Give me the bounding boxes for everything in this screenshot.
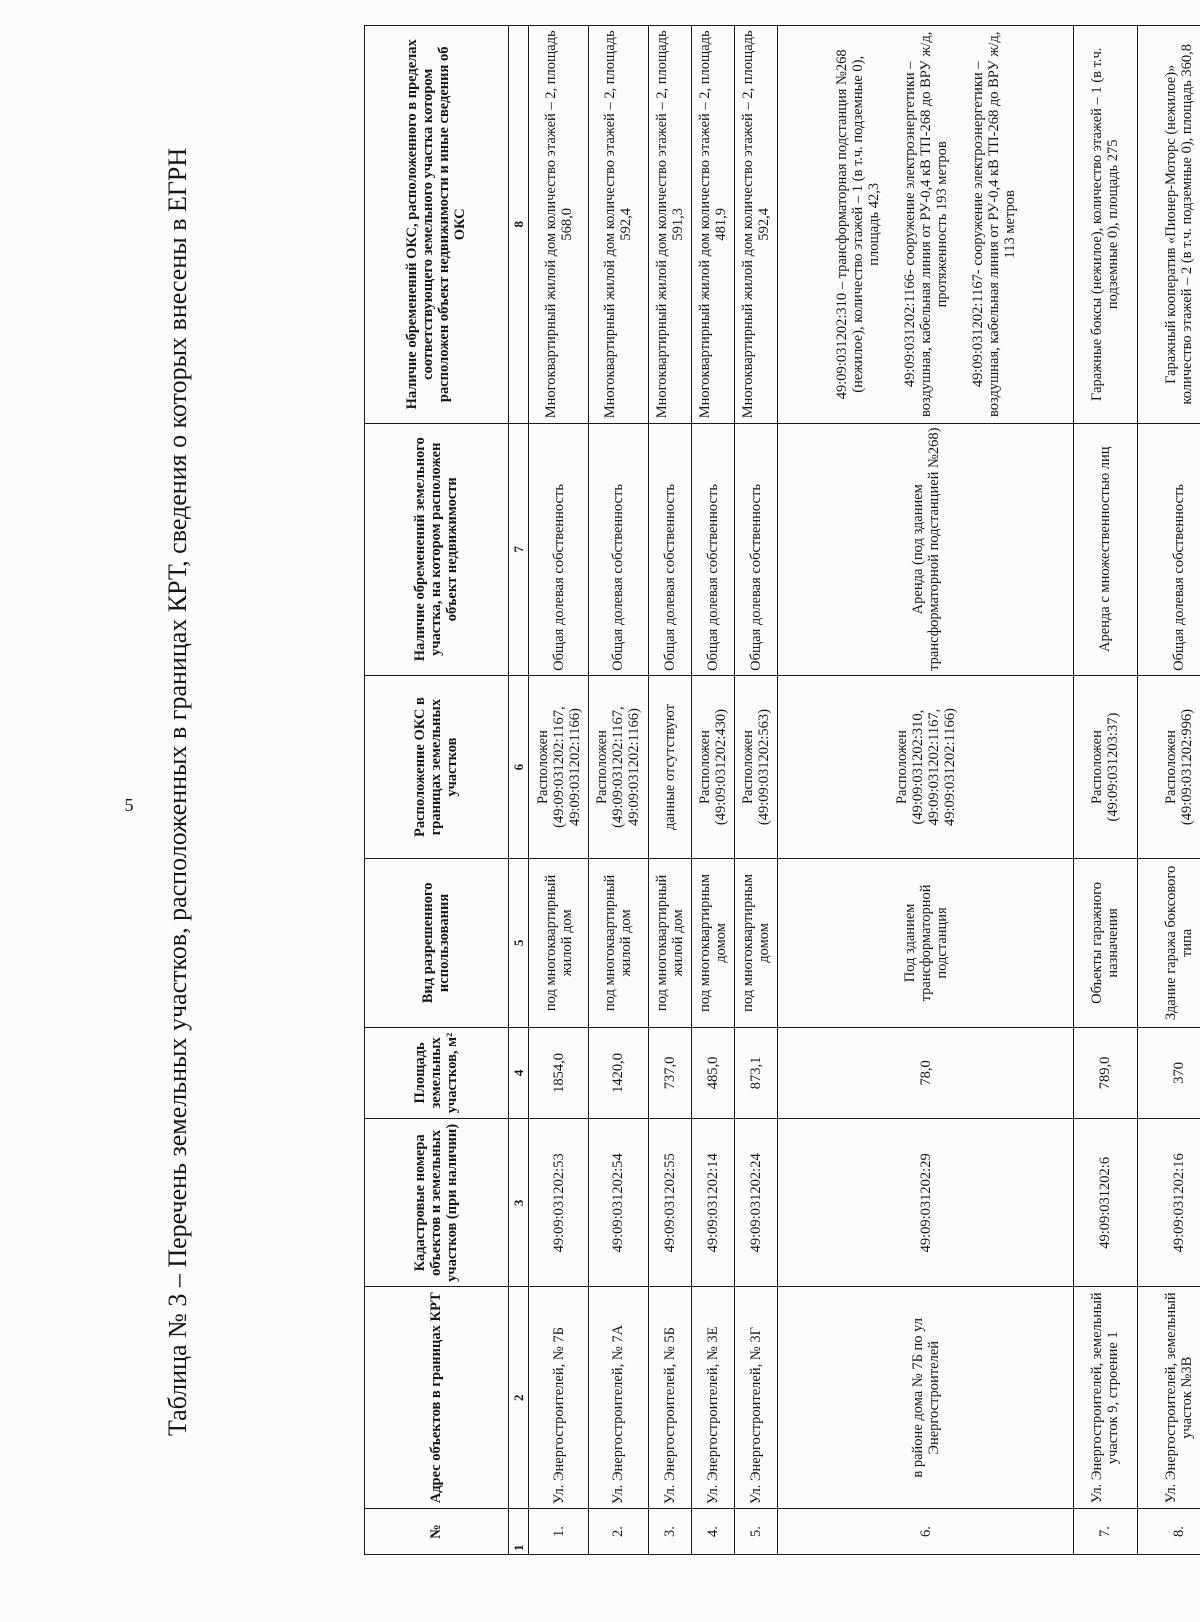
header-cell: Наличие обременений ОКС, расположенного в пределах соответствующего земельного участка котором расположен объект недвижимости и иные сведения об ОКС: [365, 26, 509, 424]
page-number: 5: [124, 795, 134, 815]
land-encumbrance-cell: Общая долевая собственность: [589, 423, 649, 675]
cadastral-cell: 49:09:031202:24: [734, 1119, 777, 1287]
area-cell: 78,0: [778, 1027, 1074, 1119]
oks-entry: 49:09:031202:310 – трансформаторная подстанция №268 (нежилое), количество этажей – 1 (в т.ч. подземные 0), площадь 42,3: [833, 49, 882, 400]
row-number: 1.: [529, 1509, 589, 1555]
location-line: Расположен: [739, 730, 756, 805]
table-row: [1074, 26, 1138, 1555]
cadastral-cell: 49:09:031202:6: [1074, 1119, 1138, 1287]
oks-entry: Многоквартирный жилой дом количество этажей – 2, площадь 592,4: [602, 30, 635, 419]
parcels-table: [364, 25, 1200, 1555]
column-number: 3: [508, 1119, 529, 1287]
header-cell: Кадастровые номера объектов и земельных участков (при наличии): [365, 1119, 509, 1287]
table-row: [691, 26, 734, 1555]
oks-cell: [589, 26, 649, 424]
use-cell: Объекты гаражного назначения: [1074, 859, 1138, 1027]
row-number: 6.: [778, 1509, 1074, 1555]
oks-cell: [529, 26, 589, 424]
location-line: (49:09:031202:563): [755, 709, 772, 826]
row-number: 8.: [1137, 1509, 1200, 1555]
address-cell: Ул. Энергостроителей, № 5Б: [648, 1287, 691, 1509]
cadastral-cell: 49:09:031202:29: [778, 1119, 1074, 1287]
oks-entry: Многоквартирный жилой дом количество этажей – 2, площадь 591,3: [653, 30, 686, 419]
table-row: [778, 26, 1074, 1555]
location-line: 49:09:031202:1166): [941, 708, 958, 827]
location-line: (49:09:031203:37): [1105, 712, 1122, 822]
land-encumbrance-cell: Общая долевая собственность: [648, 423, 691, 675]
location-line: Расположен: [1163, 730, 1180, 805]
land-encumbrance-cell: Общая долевая собственность: [1137, 423, 1200, 675]
oks-entry: 49:09:031202:1167- сооружение электроэнергетики –воздушная, кабельная линия от РУ-0,4 кВ ТП-268 до ВРУ ж/д, 113 метров: [969, 31, 1018, 417]
oks-entry: Многоквартирный жилой дом количество этажей – 2, площадь 568,0: [542, 30, 575, 419]
location-line: (49:09:031202:1167,: [550, 706, 567, 828]
table-row: [1137, 26, 1200, 1555]
cadastral-cell: 49:09:031202:53: [529, 1119, 589, 1287]
use-cell: под многоквартирный жилой дом: [589, 859, 649, 1027]
parcels-table-wrapper: [364, 25, 1200, 1555]
location-line: Расположен: [594, 730, 611, 805]
oks-cell: [1137, 26, 1200, 424]
oks-cell: [691, 26, 734, 424]
column-number: 6: [508, 675, 529, 858]
oks-cell: [648, 26, 691, 424]
spacer: [950, 30, 970, 419]
location-line: (49:09:031202:310,: [909, 709, 926, 825]
row-number: 7.: [1074, 1509, 1138, 1555]
address-cell: Ул. Энергостроителей, земельный участок 9, строение 1: [1074, 1287, 1138, 1509]
column-number: 7: [508, 423, 529, 675]
column-number: 4: [508, 1027, 529, 1119]
column-number: 1: [508, 1509, 529, 1555]
land-encumbrance-cell: Аренда с множественностью лиц: [1074, 423, 1138, 675]
location-line: Расположен: [1089, 730, 1106, 805]
area-cell: 737,0: [648, 1027, 691, 1119]
area-cell: 485,0: [691, 1027, 734, 1119]
use-cell: под многоквартирным домом: [734, 859, 777, 1027]
use-cell: Под зданием трансформаторной подстанция: [778, 859, 1074, 1027]
location-cell: [778, 675, 1074, 858]
table-row: [648, 26, 691, 1555]
location-line: 49:09:031202:1166): [626, 708, 643, 827]
header-cell: Вид разрешенного использования: [365, 859, 509, 1027]
area-cell: 1420,0: [589, 1027, 649, 1119]
column-number: 2: [508, 1287, 529, 1509]
use-cell: Здание гаража боксового типа: [1137, 859, 1200, 1027]
location-line: Расположен: [893, 730, 910, 805]
location-cell: [1074, 675, 1138, 858]
use-cell: под многоквартирный жилой дом: [529, 859, 589, 1027]
cadastral-cell: 49:09:031202:55: [648, 1119, 691, 1287]
table-row: [734, 26, 777, 1555]
address-cell: Ул. Энергостроителей, № 7Б: [529, 1287, 589, 1509]
oks-cell: [1074, 26, 1138, 424]
location-cell: [691, 675, 734, 858]
address-cell: Ул. Энергостроителей, земельный участок №3В: [1137, 1287, 1200, 1509]
header-cell: Расположение ОКС в границах земельных участков: [365, 675, 509, 858]
area-cell: 789,0: [1074, 1027, 1138, 1119]
oks-entry: Многоквартирный жилой дом количество этажей – 2, площадь 592,4: [739, 30, 772, 419]
location-cell: [1137, 675, 1200, 858]
land-encumbrance-cell: Общая долевая собственность: [529, 423, 589, 675]
header-cell: Наличие обременений земельного участка, на котором расположен объект недвижимости: [365, 423, 509, 675]
area-cell: 1854,0: [529, 1027, 589, 1119]
location-line: 49:09:031202:1166): [566, 708, 583, 827]
spacer: [882, 30, 902, 419]
table-row: [589, 26, 649, 1555]
location-line: Расположен: [696, 730, 713, 805]
address-cell: Ул. Энергостроителей, № 3Е: [691, 1287, 734, 1509]
location-cell: [589, 675, 649, 858]
land-encumbrance-cell: Общая долевая собственность: [691, 423, 734, 675]
header-cell: №: [365, 1509, 509, 1555]
cadastral-cell: 49:09:031202:16: [1137, 1119, 1200, 1287]
column-number-row: [508, 26, 529, 1555]
use-cell: под многоквартирный жилой дом: [648, 859, 691, 1027]
location-cell: [529, 675, 589, 858]
location-cell: [734, 675, 777, 858]
area-cell: 370: [1137, 1027, 1200, 1119]
oks-cell: [734, 26, 777, 424]
use-cell: под многоквартирным домом: [691, 859, 734, 1027]
row-number: 5.: [734, 1509, 777, 1555]
location-line: (49:09:031202:430): [712, 709, 729, 826]
address-cell: Ул. Энергостроителей, № 3Г: [734, 1287, 777, 1509]
location-line: 49:09:031202:1167,: [925, 708, 942, 826]
location-cell: [648, 675, 691, 858]
land-encumbrance-cell: Общая долевая собственность: [734, 423, 777, 675]
column-number: 5: [508, 859, 529, 1027]
row-number: 3.: [648, 1509, 691, 1555]
address-cell: Ул. Энергостроителей, № 7А: [589, 1287, 649, 1509]
location-line: Расположен: [534, 730, 551, 805]
location-line: (49:09:031202:1167,: [610, 706, 627, 828]
oks-entry: 49:09:031202:1166- сооружение электроэнергетики –воздушная, кабельная линия от РУ-0,4 кВ ТП-268 до ВРУ ж/д, протяженность 193 метров: [901, 31, 950, 417]
header-cell: Адрес объектов в границах КРТ: [365, 1287, 509, 1509]
row-number: 2.: [589, 1509, 649, 1555]
location-line: (49:09:031202:996): [1179, 709, 1196, 826]
header-row: [365, 26, 509, 1555]
column-number: 8: [508, 26, 529, 424]
oks-cell: [778, 26, 1074, 424]
area-cell: 873,1: [734, 1027, 777, 1119]
oks-entry: Многоквартирный жилой дом количество этажей – 2, площадь 481,9: [696, 30, 729, 419]
cadastral-cell: 49:09:031202:54: [589, 1119, 649, 1287]
table-title: Таблица № 3 – Перечень земельных участков, расположенных в границах КРТ, сведения о которых внесены в ЕГРН: [163, 147, 192, 1437]
land-encumbrance-cell: Аренда (под зданием трансформаторной подстанцией №268): [778, 423, 1074, 675]
header-cell: Площадь земельных участков, м²: [365, 1027, 509, 1119]
row-number: 4.: [691, 1509, 734, 1555]
address-cell: в районе дома № 7Б по ул Энергостроителей: [778, 1287, 1074, 1509]
table-row: [529, 26, 589, 1555]
oks-entry: Гаражный кооператив «Пионер-Моторс (нежилое)» количество этажей – 2 (в т.ч. подземные 0), площадь 360,8: [1163, 43, 1196, 405]
cadastral-cell: 49:09:031202:14: [691, 1119, 734, 1287]
location-line: данные отсутствуют: [661, 704, 678, 831]
oks-entry: Гаражные боксы (нежилое), количество этажей – 1 (в т.ч. подземные 0), площадь 275: [1089, 47, 1122, 401]
